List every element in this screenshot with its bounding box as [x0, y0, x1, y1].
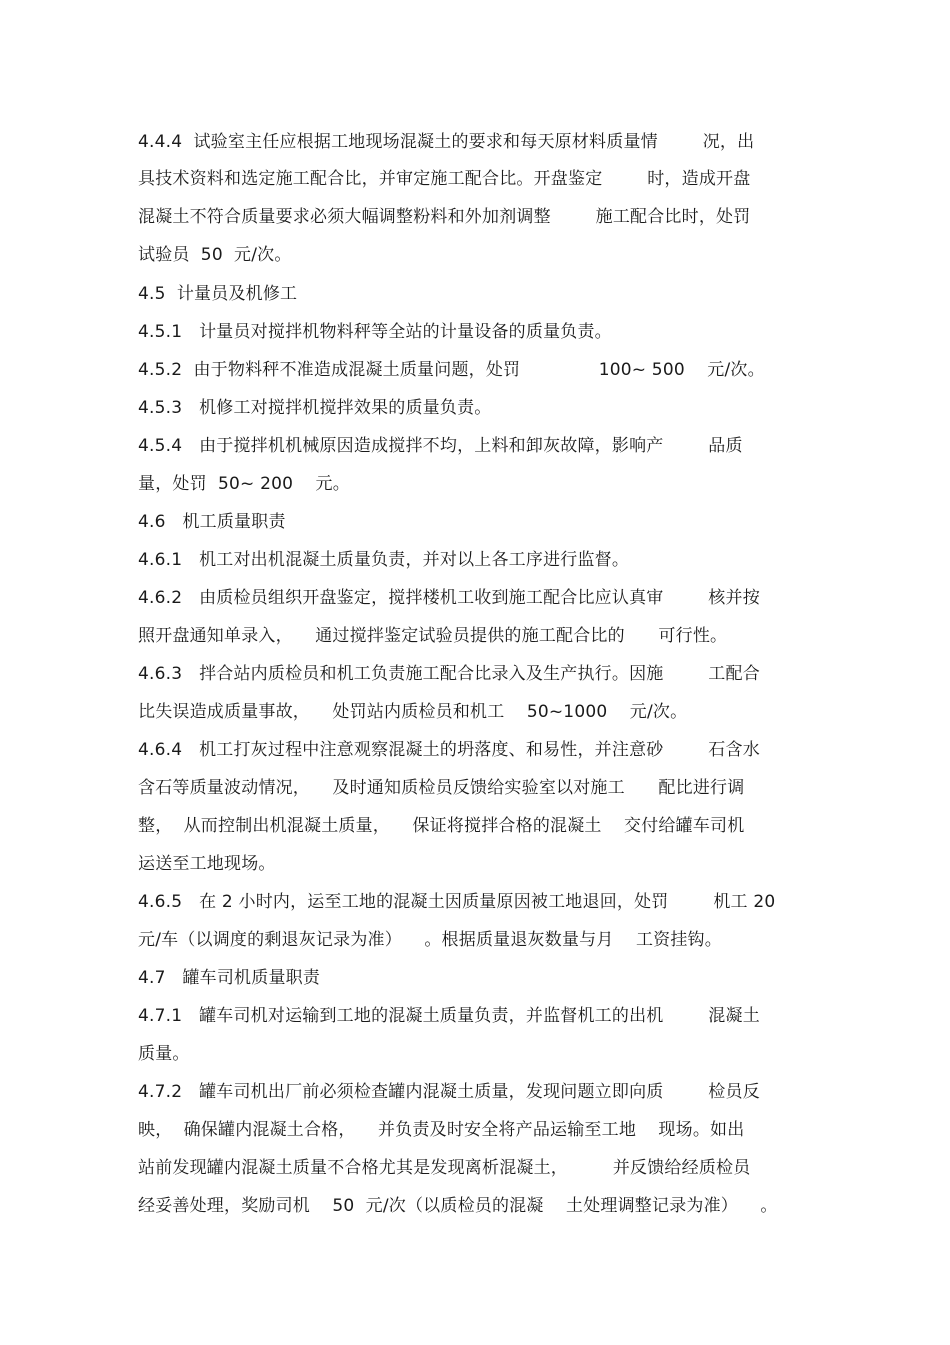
- text-line: 4.5.3 机修工对搅拌机搅拌效果的质量负责。: [138, 398, 492, 418]
- text-line: 质量。: [138, 1044, 190, 1064]
- text-line: 4.6.1 机工对出机混凝土质量负责，并对以上各工序进行监督。: [138, 550, 630, 570]
- text-line: 元/车（以调度的剩退灰记录为准） 。根据质量退灰数量与月 工资挂钩。: [138, 930, 722, 950]
- text-line: 映， 确保罐内混凝土合格， 并负责及时安全将产品运输至工地 现场。如出: [138, 1120, 745, 1140]
- text-line: 混凝土不符合质量要求必须大幅调整粉料和外加剂调整 施工配合比时，处罚: [138, 207, 751, 227]
- text-line: 4.6.3 拌合站内质检员和机工负责施工配合比录入及生产执行。因施 工配合: [138, 664, 760, 684]
- text-line: 运送至工地现场。: [138, 854, 276, 874]
- text-line: 含石等质量波动情况， 及时通知质检员反馈给实验室以对施工 配比进行调: [138, 778, 745, 798]
- text-line: 站前发现罐内混凝土质量不合格尤其是发现离析混凝土， 并反馈给经质检员: [138, 1158, 751, 1178]
- section-heading: 4.6 机工质量职责: [138, 512, 286, 532]
- text-line: 照开盘通知单录入， 通过搅拌鉴定试验员提供的施工配合比的 可行性。: [138, 626, 728, 646]
- text-line: 4.7.1 罐车司机对运输到工地的混凝土质量负责，并监督机工的出机 混凝土: [138, 1006, 760, 1026]
- text-line: 4.4.4 试验室主任应根据工地现场混凝土的要求和每天原材料质量情 况，出: [138, 132, 755, 152]
- text-line: 4.6.5 在 2 小时内，运至工地的混凝土因质量原因被工地退回，处罚 机工 20: [138, 892, 776, 912]
- section-heading: 4.7 罐车司机质量职责: [138, 968, 321, 988]
- text-line: 4.5.4 由于搅拌机机械原因造成搅拌不均，上料和卸灰故障，影响产 品质: [138, 436, 743, 456]
- text-line: 试验员 50 元/次。: [138, 245, 292, 265]
- text-line: 4.6.2 由质检员组织开盘鉴定，搅拌楼机工收到施工配合比应认真审 核并按: [138, 588, 760, 608]
- text-line: 经妥善处理，奖励司机 50 元/次（以质检员的混凝 土处理调整记录为准） 。: [138, 1196, 778, 1216]
- text-line: 量，处罚 50~ 200 元。: [138, 474, 350, 494]
- text-line: 具技术资料和选定施工配合比，并审定施工配合比。开盘鉴定 时，造成开盘: [138, 169, 751, 189]
- text-line: 整， 从而控制出机混凝土质量， 保证将搅拌合格的混凝土 交付给罐车司机: [138, 816, 745, 836]
- section-heading: 4.5 计量员及机修工: [138, 284, 298, 304]
- text-line: 4.5.1 计量员对搅拌机物料秤等全站的计量设备的质量负责。: [138, 322, 612, 342]
- text-line: 4.6.4 机工打灰过程中注意观察混凝土的坍落度、和易性，并注意砂 石含水: [138, 740, 760, 760]
- text-line: 4.5.2 由于物料秤不准造成混凝土质量问题，处罚 100~ 500 元/次。: [138, 360, 765, 380]
- text-line: 4.7.2 罐车司机出厂前必须检查罐内混凝土质量，发现问题立即向质 检员反: [138, 1082, 760, 1102]
- text-line: 比失误造成质量事故， 处罚站内质检员和机工 50~1000 元/次。: [138, 702, 688, 722]
